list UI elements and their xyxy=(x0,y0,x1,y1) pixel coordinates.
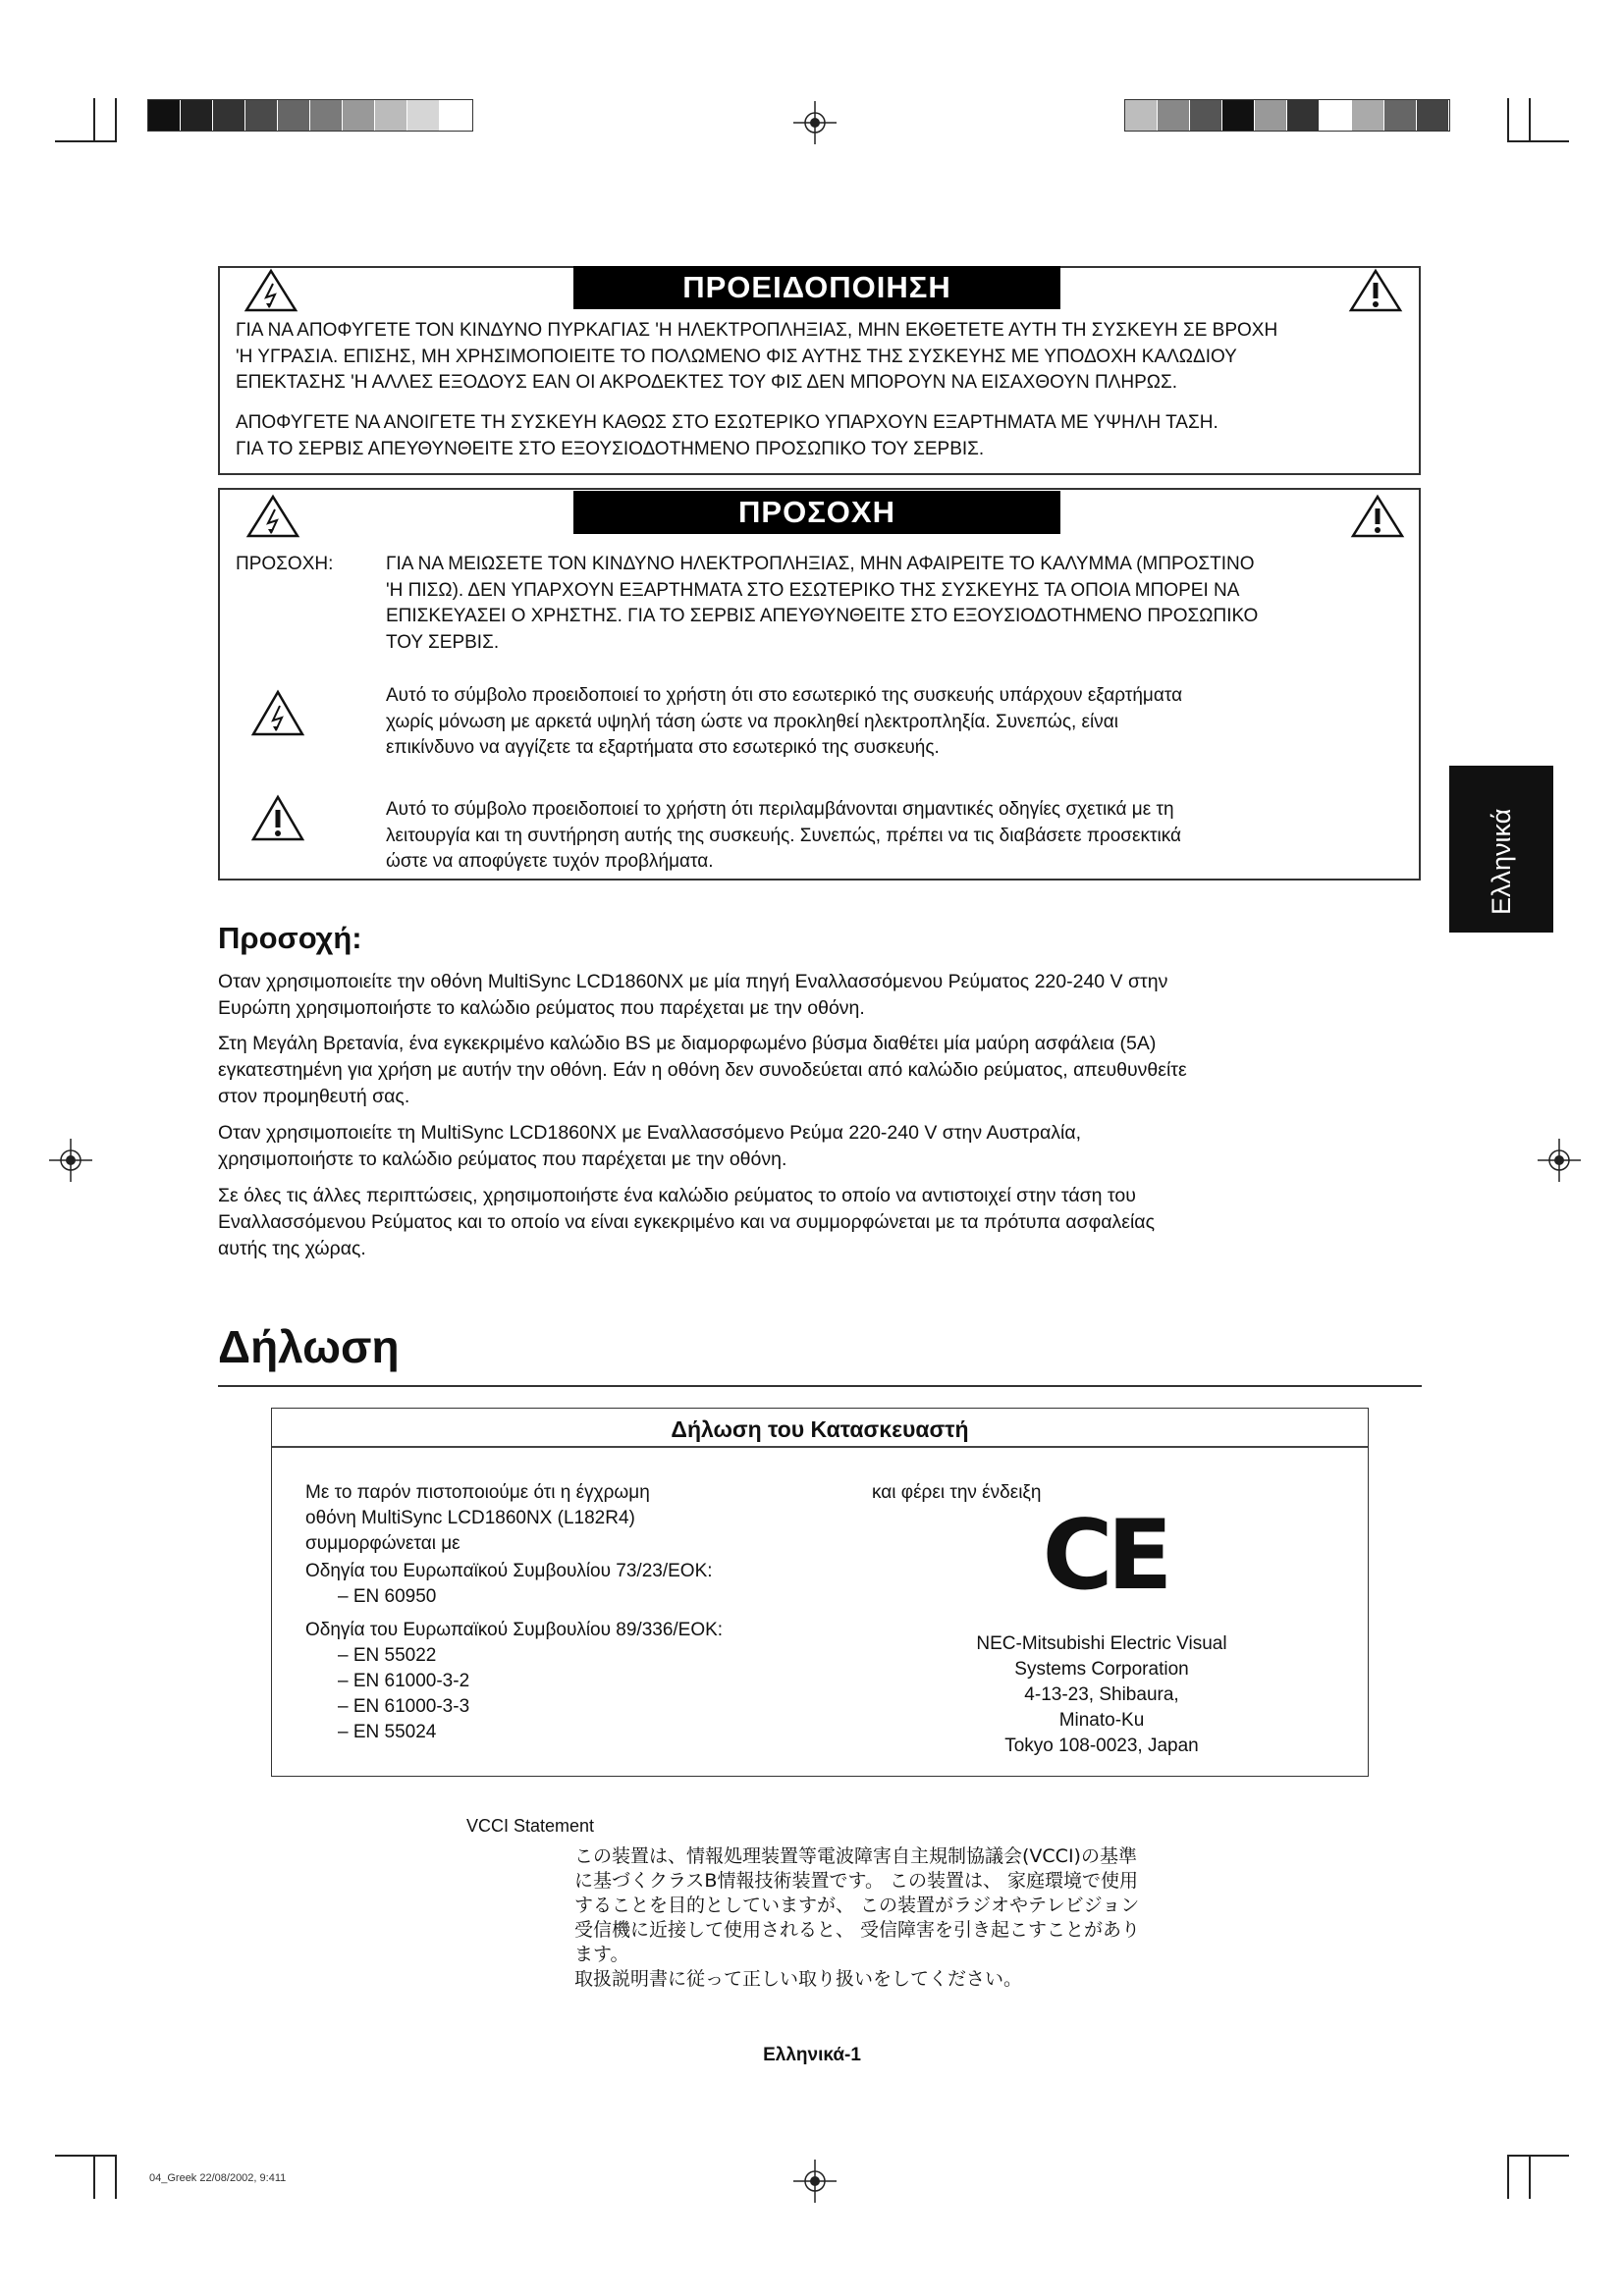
crop-mark xyxy=(55,140,117,142)
footer-file-info: 04_Greek 22/08/2002, 9:411 xyxy=(149,2172,287,2184)
ce-mark: CE xyxy=(1042,1500,1167,1612)
text-line: ΤΟΥ ΣΕΡΒΙΣ. xyxy=(386,631,500,653)
text-line: 4-13-23, Shibaura, xyxy=(1024,1684,1179,1705)
text-line: ΓΙΑ ΝΑ ΜΕΙΩΣΕΤΕ ΤΟΝ ΚΙΝΔΥΝΟ ΗΛΕΚΤΡΟΠΛΗΞΙΑΣ, ΜΗΝ ΑΦΑΙΡΕΙΤΕ ΤΟ ΚΑΛΥΜΜΑ (ΜΠΡΟΣΤΙΝΟ xyxy=(386,554,1255,574)
lightning-warning-icon xyxy=(245,494,300,539)
vcci-statement xyxy=(574,1844,1140,1992)
text-line: Σε όλες τις άλλες περιπτώσεις, χρησιμοποιήστε ένα καλώδιο ρεύματος το οποίο να αντιστοιχεί στην τάση του xyxy=(218,1185,1136,1206)
crop-mark xyxy=(1529,98,1531,140)
lightning-symbol-icon xyxy=(250,689,305,738)
directive-2: Οδηγία του Ευρωπαϊκού Συμβουλίου 89/336/EOK: xyxy=(305,1620,724,1640)
crop-mark xyxy=(93,2157,95,2199)
grayscale-bar xyxy=(1124,99,1450,132)
text-line: – EN 61000-3-2 xyxy=(338,1671,470,1691)
text-line: χρησιμοποιήστε το καλώδιο ρεύματος που παρέχεται με την οθόνη. xyxy=(218,1148,787,1170)
crop-mark xyxy=(93,98,95,140)
declaration-box-title: Δήλωση του Κατασκευαστή xyxy=(671,1416,969,1442)
text-line: Minato-Ku xyxy=(1058,1710,1145,1731)
exclamation-warning-icon xyxy=(1348,268,1403,313)
text-line: ΕΠΙΣΚΕΥΑΣΕΙ Ο ΧΡΗΣΤΗΣ. ΓΙΑ ΤΟ ΣΕΡΒΙΣ ΑΠΕΥΘΥΝΘΕΙΤΕ ΣΤΟ ΕΞΟΥΣΙΟΔΟΤΗΜΕΝΟ ΠΡΟΣΩΠΙΚΟ xyxy=(386,606,1259,626)
caution-paragraph xyxy=(386,552,1258,656)
prosoxi-paragraph-3 xyxy=(218,1120,1081,1173)
language-tab-label: Ελληνικά xyxy=(1487,808,1516,915)
crop-mark xyxy=(1507,2157,1509,2199)
declaration-heading: Δήλωση xyxy=(218,1321,400,1372)
crop-mark xyxy=(1529,2157,1531,2199)
text-line: ます。 xyxy=(574,1944,629,1965)
text-line: λειτουργία και τη συντήρηση αυτής της συσκευής. Συνεπώς, πρέπει να τις διαβάσετε προσεκτικά xyxy=(386,825,1181,846)
directive-1: Οδηγία του Ευρωπαϊκού Συμβουλίου 73/23/EOK: xyxy=(305,1561,713,1581)
exclamation-symbol-description xyxy=(386,797,1181,876)
warning-title: ΠΡΟΕΙΔΟΠΟΙΗΣΗ xyxy=(573,266,1060,309)
crop-mark xyxy=(115,98,117,140)
text-line: Ευρώπη χρησιμοποιήστε το καλώδιο ρεύματος που παρέχεται με την οθόνη. xyxy=(218,997,865,1019)
lightning-symbol-description xyxy=(386,683,1182,762)
text-line: ΓΙΑ ΤΟ ΣΕΡΒΙΣ ΑΠΕΥΘΥΝΘΕΙΤΕ ΣΤΟ ΕΞΟΥΣΙΟΔΟΤΗΜΕΝΟ ΠΡΟΣΩΠΙΚΟ ΤΟΥ ΣΕΡΒΙΣ. xyxy=(236,438,985,459)
text-line: Οταν χρησιμοποιείτε τη MultiSync LCD1860NX με Εναλλασσόμενο Ρεύμα 220-240 V στην Αυστραλία, xyxy=(218,1122,1082,1144)
prosoxi-paragraph-4 xyxy=(218,1183,1155,1262)
exclamation-warning-icon xyxy=(1350,494,1405,539)
text-line: επικίνδυνο να αγγίζετε τα εξαρτήματα στο εσωτερικό της συσκευής. xyxy=(386,737,940,758)
caution-title: ΠΡΟΣΟΧΗ xyxy=(573,491,1060,534)
grayscale-bar xyxy=(147,99,473,132)
text-line: Οταν χρησιμοποιείτε την οθόνη MultiSync LCD1860NX με μία πηγή Εναλλασσόμενου Ρεύματος 220-240 V στην xyxy=(218,971,1168,992)
crop-mark xyxy=(115,2157,117,2199)
text-line: Εναλλασσόμενου Ρεύματος και το οποίο να είναι εγκεκριμένο και να συμμορφώνεται με τα πρότυπα ασφαλείας xyxy=(218,1211,1155,1233)
text-line: αυτής της χώρας. xyxy=(218,1238,366,1259)
registration-mark-icon xyxy=(1538,1139,1581,1182)
vcci-label: VCCI Statement xyxy=(466,1816,595,1836)
text-line: – EN 55022 xyxy=(338,1645,437,1666)
text-line: 取扱説明書に従って正しい取り扱いをしてください。 xyxy=(574,1968,1023,1990)
text-line: に基づくクラスB情報技術装置です。 この装置は、 家庭環境で使用 xyxy=(574,1870,1139,1892)
prosoxi-paragraph-2 xyxy=(218,1031,1187,1110)
text-line: Αυτό το σύμβολο προειδοποιεί το χρήστη ότι στο εσωτερικό της συσκευής υπάρχουν εξαρτήματα xyxy=(386,685,1183,706)
registration-mark-icon xyxy=(49,1139,92,1182)
crop-mark xyxy=(1507,98,1509,140)
prosoxi-paragraph-1 xyxy=(218,969,1167,1022)
declaration-intro xyxy=(305,1480,650,1557)
crop-mark xyxy=(1507,2155,1569,2157)
lightning-warning-icon xyxy=(244,268,298,313)
text-line: – EN 61000-3-3 xyxy=(338,1696,470,1717)
text-line: συμμορφώνεται με xyxy=(305,1533,460,1554)
exclamation-symbol-icon xyxy=(250,794,305,843)
warning-paragraph-2 xyxy=(236,410,1218,462)
registration-mark-icon xyxy=(793,2160,837,2203)
text-line: εγκατεστημένη για χρήση με αυτήν την οθόνη. Εάν η οθόνη δεν συνοδεύεται από καλώδιο ρεύματος, απευθυνθείτε xyxy=(218,1059,1187,1081)
text-line: ΕΠΕΚΤΑΣΗΣ 'Η ΑΛΛΕΣ ΕΞΟΔΟΥΣ ΕΑΝ ΟΙ ΑΚΡΟΔΕΚΤΕΣ ΤΟΥ ΦΙΣ ΔΕΝ ΜΠΟΡΟΥΝ ΝΑ ΕΙΣΑΧΘΟΥΝ ΠΛΗΡΩΣ. xyxy=(236,372,1177,393)
text-line: Tokyo 108-0023, Japan xyxy=(1004,1735,1199,1756)
page-number: Ελληνικά-1 xyxy=(763,2045,861,2065)
text-line: ΑΠΟΦΥΓΕΤΕ ΝΑ ΑΝΟΙΓΕΤΕ ΤΗ ΣΥΣΚΕΥΗ ΚΑΘΩΣ ΣΤΟ ΕΣΩΤΕΡΙΚΟ ΥΠΑΡΧΟΥΝ ΕΞΑΡΤΗΜΑΤΑ ΜΕ ΥΨΗΛΗ ΤΑΣΗ. xyxy=(236,412,1218,433)
text-line: οθόνη MultiSync LCD1860NX (L182R4) xyxy=(305,1508,635,1528)
text-line: Με το παρόν πιστοποιούμε ότι η έγχρωμη xyxy=(305,1482,650,1503)
text-line: χωρίς μόνωση με αρκετά υψηλή τάση ώστε να προκληθεί ηλεκτροπληξία. Συνεπώς, είναι xyxy=(386,711,1118,732)
manufacturer-address xyxy=(895,1631,1308,1759)
text-line: 受信機に近接して使用されると、 受信障害を引き起こすことがあり xyxy=(574,1919,1141,1941)
text-line: 'Η ΠΙΣΩ). ΔΕΝ ΥΠΑΡΧΟΥΝ ΕΞΑΡΤΗΜΑΤΑ ΣΤΟ ΕΣΩΤΕΡΙΚΟ ΤΗΣ ΣΥΣΚΕΥΗΣ ΤΑ ΟΠΟΙΑ ΜΠΟΡΕΙ ΝΑ xyxy=(386,579,1240,601)
text-line: Systems Corporation xyxy=(1014,1659,1189,1680)
declaration-box-divider xyxy=(272,1446,1368,1448)
directive-2-items xyxy=(338,1643,469,1745)
prosoxi-heading: Προσοχή: xyxy=(218,921,362,955)
text-line: στον προμηθευτή σας. xyxy=(218,1086,410,1107)
crop-mark xyxy=(55,2155,117,2157)
warning-paragraph-1 xyxy=(236,318,1277,397)
text-line: ΓΙΑ ΝΑ ΑΠΟΦΥΓΕΤΕ ΤΟΝ ΚΙΝΔΥΝΟ ΠΥΡΚΑΓΙΑΣ 'Η ΗΛΕΚΤΡΟΠΛΗΞΙΑΣ, ΜΗΝ ΕΚΘΕΤΕΤΕ ΑΥΤΗ ΤΗ ΣΥΣΚΕΥΗ ΣΕ ΒΡΟΧΗ xyxy=(236,320,1278,341)
caution-label: ΠΡΟΣΟΧΗ: xyxy=(236,554,334,574)
text-line: Αυτό το σύμβολο προειδοποιεί το χρήστη ότι περιλαμβάνονται σημαντικές οδηγίες σχετικά με τη xyxy=(386,799,1174,820)
text-line: NEC-Mitsubishi Electric Visual xyxy=(976,1633,1227,1654)
text-line: ώστε να αποφύγετε τυχόν προβλήματα. xyxy=(386,851,714,872)
directive-1-item: – EN 60950 xyxy=(338,1586,437,1607)
registration-mark-icon xyxy=(793,101,837,144)
text-line: この装置は、情報処理装置等電波障害自主規制協議会(VCCI)の基準 xyxy=(574,1845,1137,1867)
text-line: することを目的としていますが、 この装置がラジオやテレビジョン xyxy=(574,1895,1140,1916)
section-divider xyxy=(218,1385,1422,1387)
text-line: Στη Μεγάλη Βρετανία, ένα εγκεκριμένο καλώδιο BS με διαμορφωμένο βύσμα διαθέτει μία μαύρη ασφάλεια (5A) xyxy=(218,1033,1157,1054)
text-line: – EN 55024 xyxy=(338,1722,437,1742)
crop-mark xyxy=(1507,140,1569,142)
text-line: 'Η ΥΓΡΑΣΙΑ. ΕΠΙΣΗΣ, ΜΗ ΧΡΗΣΙΜΟΠΟΙΕΙΤΕ ΤΟ ΠΟΛΩΜΕΝΟ ΦΙΣ ΑΥΤΗΣ ΤΗΣ ΣΥΣΚΕΥΗΣ ΜΕ ΥΠΟΔΟΧΗ ΚΑΛΩΔΙΟΥ xyxy=(236,346,1237,367)
language-tab xyxy=(1449,766,1553,933)
ce-mark-intro: και φέρει την ένδειξη xyxy=(872,1482,1042,1503)
